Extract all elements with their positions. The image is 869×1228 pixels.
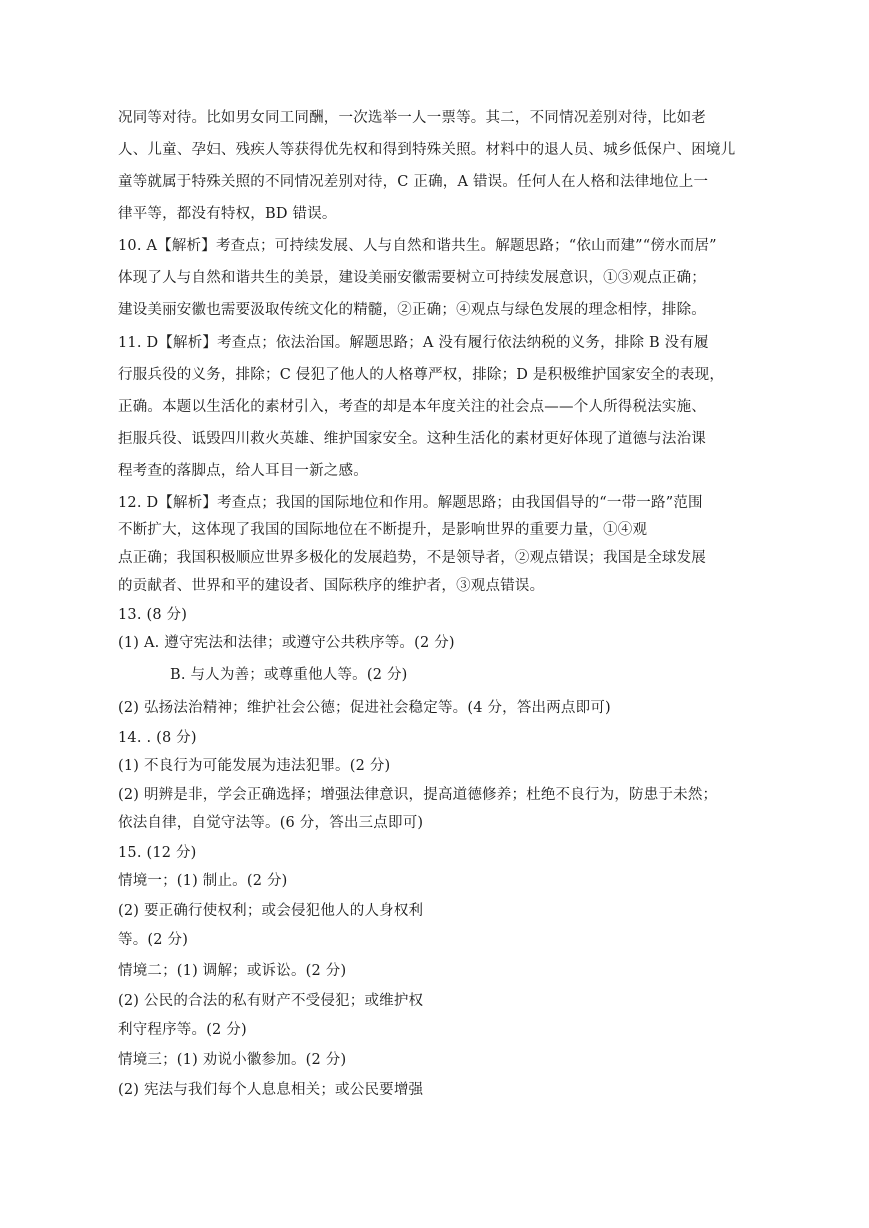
text-line: 12. D【解析】考查点；我国的国际地位和作用。解题思路；由我国倡导的“一带一路”范围	[118, 495, 703, 511]
text-line: (1) A. 遵守宪法和法律；或遵守公共秩序等。(2 分)	[118, 635, 455, 651]
text-line: 况同等对待。比如男女同工同酬，一次选举一人一票等。其二，不同情况差别对待，比如老	[118, 110, 706, 126]
text-line: 10. A【解析】考查点；可持续发展、人与自然和谐共生。解题思路；“依山而建”“傍水而居”	[118, 238, 717, 254]
text-line: 拒服兵役、诋毁四川救火英雄、维护国家安全。这种生活化的素材更好体现了道德与法治课	[118, 431, 706, 447]
text-line: 情境二；(1) 调解；或诉讼。(2 分)	[118, 963, 347, 979]
text-line: 体现了人与自然和谐共生的美景，建设美丽安徽需要树立可持续发展意识，①③观点正确；	[118, 270, 706, 286]
text-line: 行服兵役的义务，排除；C 侵犯了他人的人格尊严权，排除；D 是积极维护国家安全的表现，	[118, 367, 725, 383]
section-heading: 14. . (8 分)	[118, 730, 197, 746]
text-line: 童等就属于特殊关照的不同情况差别对待，C 正确，A 错误。任何人在人格和法律地位上一	[118, 174, 709, 190]
text-line: (2) 弘扬法治精神；维护社会公德；促进社会稳定等。(4 分，答出两点即可)	[118, 700, 611, 716]
text-line: (2) 明辨是非，学会正确选择；增强法律意识，提高道德修养；杜绝不良行为，防患于未然；	[118, 787, 718, 803]
section-heading: 13. (8 分)	[118, 607, 188, 623]
text-line: 的贡献者、世界和平的建设者、国际秩序的维护者，③观点错误。	[118, 578, 545, 594]
text-line: 依法自律，自觉守法等。(6 分，答出三点即可)	[118, 815, 424, 831]
text-line: (2) 公民的合法的私有财产不受侵犯；或维护权	[118, 993, 424, 1009]
text-line: 情境三；(1) 劝说小徽参加。(2 分)	[118, 1052, 347, 1068]
text-line: (2) 宪法与我们每个人息息相关；或公民要增强	[118, 1082, 424, 1098]
text-line: 不断扩大，这体现了我国的国际地位在不断提升，是影响世界的重要力量，①④观	[118, 522, 648, 538]
section-heading: 15. (12 分)	[118, 845, 197, 861]
text-line: 等。(2 分)	[118, 932, 189, 948]
text-line: 正确。本题以生活化的素材引入，考查的却是本年度关注的社会点——个人所得税法实施、	[118, 399, 706, 415]
text-line: (1) 不良行为可能发展为违法犯罪。(2 分)	[118, 758, 391, 774]
text-line: 律平等，都没有特权，BD 错误。	[118, 206, 337, 222]
text-line: 点正确；我国积极顺应世界多极化的发展趋势，不是领导者，②观点错误；我国是全球发展	[118, 550, 706, 566]
text-line: 程考查的落脚点，给人耳目一新之感。	[118, 463, 368, 479]
text-line: 利守程序等。(2 分)	[118, 1022, 247, 1038]
text-line: (2) 要正确行使权利；或会侵犯他人的人身权利	[118, 903, 424, 919]
text-line: B. 与人为善；或尊重他人等。(2 分)	[170, 667, 408, 683]
text-line: 情境一；(1) 制止。(2 分)	[118, 873, 288, 889]
text-line: 人、儿童、孕妇、残疾人等获得优先权和得到特殊关照。材料中的退人员、城乡低保户、困境儿	[118, 142, 736, 158]
text-line: 建设美丽安徽也需要汲取传统文化的精髓，②正确；④观点与绿色发展的理念相悖，排除。	[118, 302, 706, 318]
text-line: 11. D【解析】考查点；依法治国。解题思路；A 没有履行依法纳税的义务，排除 B 没有履	[118, 335, 709, 351]
